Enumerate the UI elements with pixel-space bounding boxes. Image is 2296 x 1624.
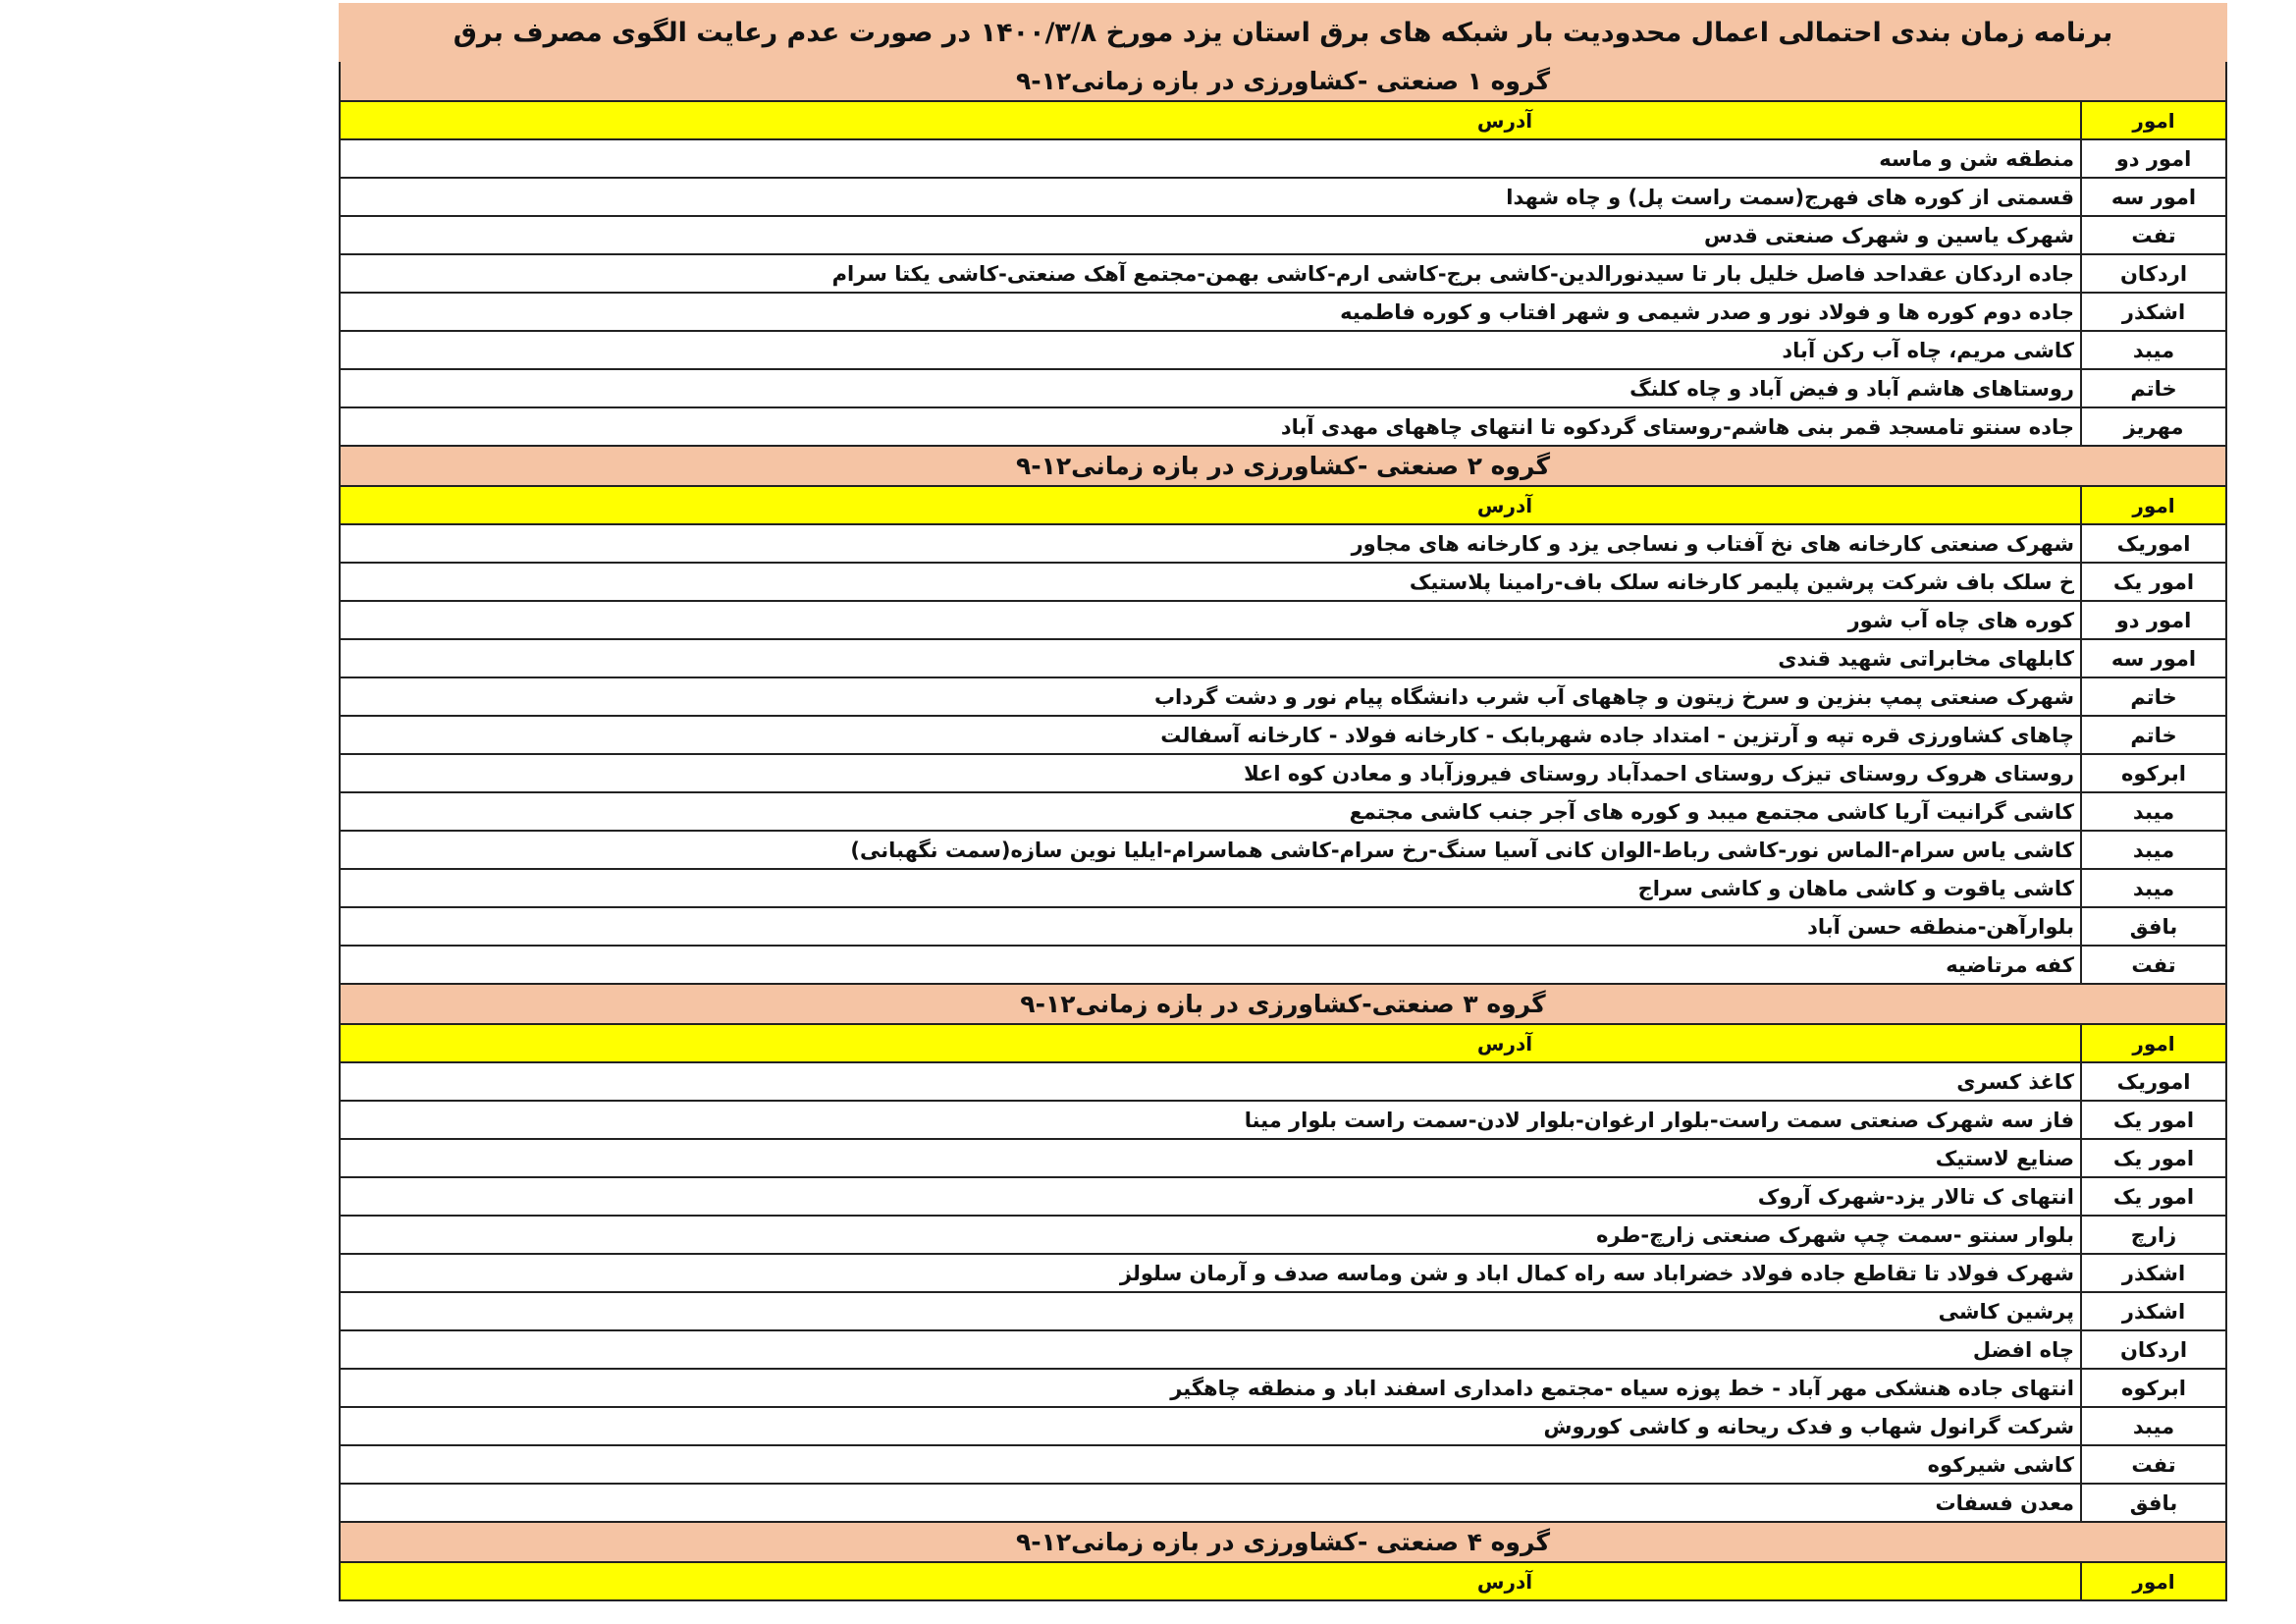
dept-cell: امور سه [2080,179,2225,215]
dept-cell: اردکان [2080,255,2225,292]
table-row [341,1331,2225,1370]
column-header-address: آدرس [1476,1569,1533,1594]
dept-cell: اشکذر [2080,294,2225,330]
dept-cell: امور یک [2080,1140,2225,1176]
column-header-row [341,1025,2225,1063]
dept-cell: امور دو [2080,602,2225,638]
column-header-dept: امور [2080,487,2225,523]
table-row [341,1446,2225,1485]
address-cell: پرشین کاشی [1938,1299,2074,1324]
address-cell: قسمتی از کوره های فهرج(سمت راست پل) و چاه شهدا [1506,185,2074,209]
address-cell: جاده سنتو تامسجد قمر بنی هاشم-روستای گردکوه تا انتهای چاههای مهدی آباد [1280,414,2074,439]
address-cell: کاشی گرانیت آریا کاشی مجتمع میبد و کوره های آجر جنب کاشی مجتمع [1349,799,2074,824]
dept-cell: خاتم [2080,370,2225,406]
table-row [341,1485,2225,1523]
address-cell: کاشی یاس سرام-الماس نور-کاشی رباط-الوان کانی آسیا سنگ-رخ سرام-کاشی هماسرام-ایلیا نوین سازه(سمت نگهبانی) [850,838,2074,862]
dept-cell: مهریز [2080,408,2225,445]
dept-cell: ابرکوه [2080,755,2225,791]
dept-cell: اردکان [2080,1331,2225,1368]
column-header-address: آدرس [1476,1031,1533,1056]
address-cell: خ سلک باف شرکت پرشین پلیمر کارخانه سلک باف-رامینا پلاستیک [1409,569,2074,594]
address-cell: روستاهای هاشم آباد و فیض آباد و چاه کلنگ [1629,376,2074,401]
table-row [341,332,2225,370]
column-header-row [341,1563,2225,1601]
table-row [341,370,2225,408]
address-cell: کفه مرتاضیه [1946,952,2074,977]
table-row [341,1217,2225,1255]
dept-cell: میبد [2080,832,2225,868]
address-cell: معدن فسفات [1935,1490,2074,1515]
dept-cell: میبد [2080,332,2225,368]
table-row [341,564,2225,602]
address-cell: شهرک فولاد تا تقاطع جاده فولاد خضراباد سه راه کمال اباد و شن وماسه صدف و آرمان سلولز [1119,1261,2074,1285]
page-title: برنامه زمان بندی احتمالی اعمال محدودیت بار شبکه های برق استان یزد مورخ ۱۴۰۰/۳/۸ در صورت عدم رعایت الگوی مصرف برق [339,3,2227,62]
address-cell: کاشی مریم، چاه آب رکن آباد [1782,338,2074,362]
address-cell: فاز سه شهرک صنعتی سمت راست-بلوار ارغوان-بلوار لادن-سمت راست بلوار مینا [1244,1108,2074,1132]
column-header-dept: امور [2080,102,2225,138]
address-cell: شرکت گرانول شهاب و فدک ریحانه و کاشی کوروش [1543,1414,2074,1438]
address-cell: انتهای جاده هنشکی مهر آباد - خط پوزه سیاه -مجتمع دامداری اسفند اباد و منطقه چاهگیر [1170,1376,2074,1400]
column-header-dept: امور [2080,1563,2225,1599]
table-row [341,217,2225,255]
dept-cell: میبد [2080,870,2225,906]
dept-cell: امور یک [2080,1178,2225,1215]
address-cell: کاغذ کسری [1956,1069,2074,1094]
dept-cell: میبد [2080,1408,2225,1444]
dept-cell: امور یک [2080,1102,2225,1138]
dept-cell: تفت [2080,947,2225,983]
column-header-address: آدرس [1476,108,1533,133]
table-row [341,755,2225,793]
table-row [341,947,2225,985]
table-row [341,294,2225,332]
dept-cell: اموریک [2080,525,2225,562]
column-header-address: آدرس [1476,493,1533,517]
column-header-row [341,102,2225,140]
dept-cell: امور دو [2080,140,2225,177]
table-row [341,525,2225,564]
dept-cell: امور یک [2080,564,2225,600]
column-header-dept: امور [2080,1025,2225,1061]
dept-cell: بافق [2080,908,2225,945]
address-cell: شهرک یاسین و شهرک صنعتی قدس [1703,223,2074,247]
table-row [341,1293,2225,1331]
dept-cell: زارچ [2080,1217,2225,1253]
address-cell: شهرک صنعتی پمپ بنزین و سرخ زیتون و چاههای آب شرب دانشگاه پیام نور و دشت گرداب [1153,684,2074,709]
address-cell: کاشی یاقوت و کاشی ماهان و کاشی سراج [1637,876,2074,900]
schedule-sheet [339,3,2227,1601]
address-cell: روستای هروک روستای تیزک روستای احمدآباد روستای فیروزآباد و معادن کوه اعلا [1244,761,2074,785]
table-row [341,717,2225,755]
dept-cell: اشکذر [2080,1293,2225,1329]
dept-cell: ابرکوه [2080,1370,2225,1406]
table-row [341,832,2225,870]
dept-cell: اشکذر [2080,1255,2225,1291]
dept-cell: خاتم [2080,717,2225,753]
table-row [341,1178,2225,1217]
dept-cell: امور سه [2080,640,2225,677]
dept-cell: تفت [2080,217,2225,253]
address-cell: شهرک صنعتی کارخانه های نخ آفتاب و نساجی یزد و کارخانه های مجاور [1351,531,2074,556]
group-heading: گروه ۴ صنعتی -کشاورزی در بازه زمانی۱۲-۹ [341,1523,2225,1563]
group-heading: گروه ۲ صنعتی -کشاورزی در بازه زمانی۱۲-۹ [341,447,2225,487]
column-header-row [341,487,2225,525]
address-cell: منطقه شن و ماسه [1879,146,2074,171]
dept-cell: خاتم [2080,678,2225,715]
table-row [341,793,2225,832]
table-row [341,1102,2225,1140]
table-row [341,1140,2225,1178]
table-row [341,140,2225,179]
address-cell: صنایع لاستیک [1935,1146,2074,1170]
address-cell: چاهای کشاورزی قره تپه و آرتزین - امتداد جاده شهربابک - کارخانه فولاد - کارخانه آسفالت [1160,723,2074,747]
group-heading: گروه ۳ صنعتی-کشاورزی در بازه زمانی۱۲-۹ [341,985,2225,1025]
table-row [341,255,2225,294]
address-cell: جاده دوم کوره ها و فولاد نور و صدر شیمی و شهر افتاب و کوره فاطمیه [1340,299,2074,324]
dept-cell: تفت [2080,1446,2225,1483]
table-row [341,179,2225,217]
table-row [341,602,2225,640]
table-row [341,1255,2225,1293]
dept-cell: میبد [2080,793,2225,830]
table-row [341,640,2225,678]
address-cell: بلوارآهن-منطقه حسن آباد [1807,914,2074,939]
table-row [341,678,2225,717]
schedule-table [339,62,2227,1601]
group-heading: گروه ۱ صنعتی -کشاورزی در بازه زمانی۱۲-۹ [341,62,2225,102]
dept-cell: بافق [2080,1485,2225,1521]
table-row [341,1063,2225,1102]
address-cell: انتهای ک تالار یزد-شهرک آروک [1757,1184,2074,1209]
address-cell: چاه افضل [1972,1337,2074,1362]
table-row [341,908,2225,947]
table-row [341,870,2225,908]
table-row [341,1370,2225,1408]
address-cell: کابلهای مخابراتی شهید قندی [1778,646,2074,671]
address-cell: جاده اردکان عقداحد فاصل خلیل بار تا سیدنورالدین-کاشی برج-کاشی ارم-کاشی بهمن-مجتمع آهک صنعتی-کاشی یکتا سرام [831,261,2074,286]
dept-cell: اموریک [2080,1063,2225,1100]
address-cell: کاشی شیرکوه [1927,1452,2074,1477]
table-row [341,1408,2225,1446]
table-row [341,408,2225,447]
address-cell: بلوار سنتو -سمت چپ شهرک صنعتی زارچ-طره [1596,1222,2074,1247]
address-cell: کوره های چاه آب شور [1847,608,2074,632]
